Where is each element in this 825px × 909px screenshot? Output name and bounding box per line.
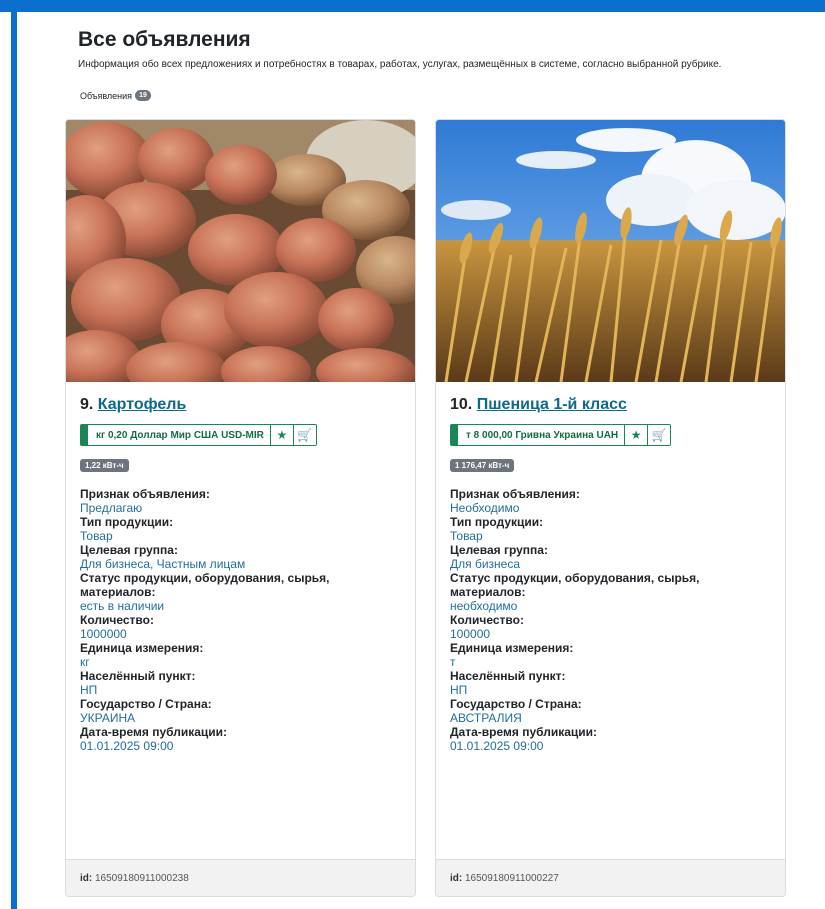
prop-value: т [450,655,456,669]
price-tag: кг 0,20 Доллар Мир США USD-MIR [80,424,271,446]
listing-card [65,119,416,897]
prop-value: 01.01.2025 09:00 [450,739,544,753]
prop-value: кг [80,655,90,669]
prop-label: Дата-время публикации: [80,725,228,739]
prop-label: Признак объявления: [450,487,580,501]
prop-label: Статус продукции, оборудования, сырья, материалов: [80,571,330,599]
wheat-image[interactable] [436,120,785,382]
id-label: id: [80,872,93,884]
window-top-border [0,0,825,12]
listing-title [80,396,186,414]
price-row [450,424,671,446]
card-footer [436,859,785,896]
prop-value: 100000 [450,627,491,641]
prop-label: Количество: [80,613,154,627]
energy-badge: 1 176,47 кВт-ч [450,459,514,472]
prop-label: Дата-время публикации: [450,725,598,739]
prop-label: Единица измерения: [450,641,574,655]
prop-value: Необходимо [450,501,520,515]
prop-label: Тип продукции: [450,515,544,529]
prop-label: Целевая группа: [80,543,178,557]
listing-properties [450,487,770,753]
prop-label: Государство / Страна: [450,697,582,711]
prop-value: УКРАИНА [80,711,136,725]
prop-label: Количество: [450,613,524,627]
energy-badge: 1,22 кВт-ч [80,459,129,472]
prop-value: Предлагаю [80,501,143,515]
prop-label: Тип продукции: [80,515,174,529]
tab-listings[interactable] [80,90,151,101]
prop-value: 1000000 [80,627,127,641]
prop-label: Единица измерения: [80,641,204,655]
prop-label: Населённый пункт: [80,669,196,683]
prop-label: Целевая группа: [450,543,548,557]
cart-icon[interactable]: 🛒 [294,424,317,446]
prop-value: Товар [450,529,483,543]
prop-value: 01.01.2025 09:00 [80,739,174,753]
potatoes-image[interactable] [66,120,415,382]
prop-value: Для бизнеса [450,557,521,571]
prop-value: НП [450,683,468,697]
prop-value: АВСТРАЛИЯ [450,711,522,725]
listing-card [435,119,786,897]
listing-number: 9. [80,396,94,413]
star-icon[interactable]: ★ [625,424,648,446]
tab-listings-label: Объявления [80,90,133,101]
listing-title-link[interactable]: Картофель [97,396,187,413]
listing-properties [80,487,400,753]
card-footer [66,859,415,896]
prop-label: Признак объявления: [80,487,210,501]
prop-value: Для бизнеса, Частным лицам [80,557,246,571]
cart-icon[interactable]: 🛒 [648,424,671,446]
id-label: id: [450,872,463,884]
prop-label: Государство / Страна: [80,697,212,711]
page-description: Информация обо всех предложениях и потребностях в товарах, работах, услугах, размещённых в системе, согласно выбранной рубрике. [78,59,722,70]
listing-title [450,396,627,414]
page-title: Все объявления [78,28,251,51]
prop-label: Населённый пункт: [450,669,566,683]
star-icon[interactable]: ★ [271,424,294,446]
id-value: 16509180911000238 [95,872,189,884]
price-row [80,424,317,446]
prop-value: Товар [80,529,113,543]
listing-number: 10. [450,396,473,413]
listing-title-link[interactable]: Пшеница 1-й класс [476,396,627,413]
prop-value: необходимо [450,599,518,613]
prop-value: есть в наличии [80,599,165,613]
price-tag: т 8 000,00 Гривна Украина UAH [450,424,625,446]
tab-count-badge: 19 [135,90,151,101]
prop-value: НП [80,683,98,697]
prop-label: Статус продукции, оборудования, сырья, материалов: [450,571,700,599]
id-value: 16509180911000227 [465,872,559,884]
